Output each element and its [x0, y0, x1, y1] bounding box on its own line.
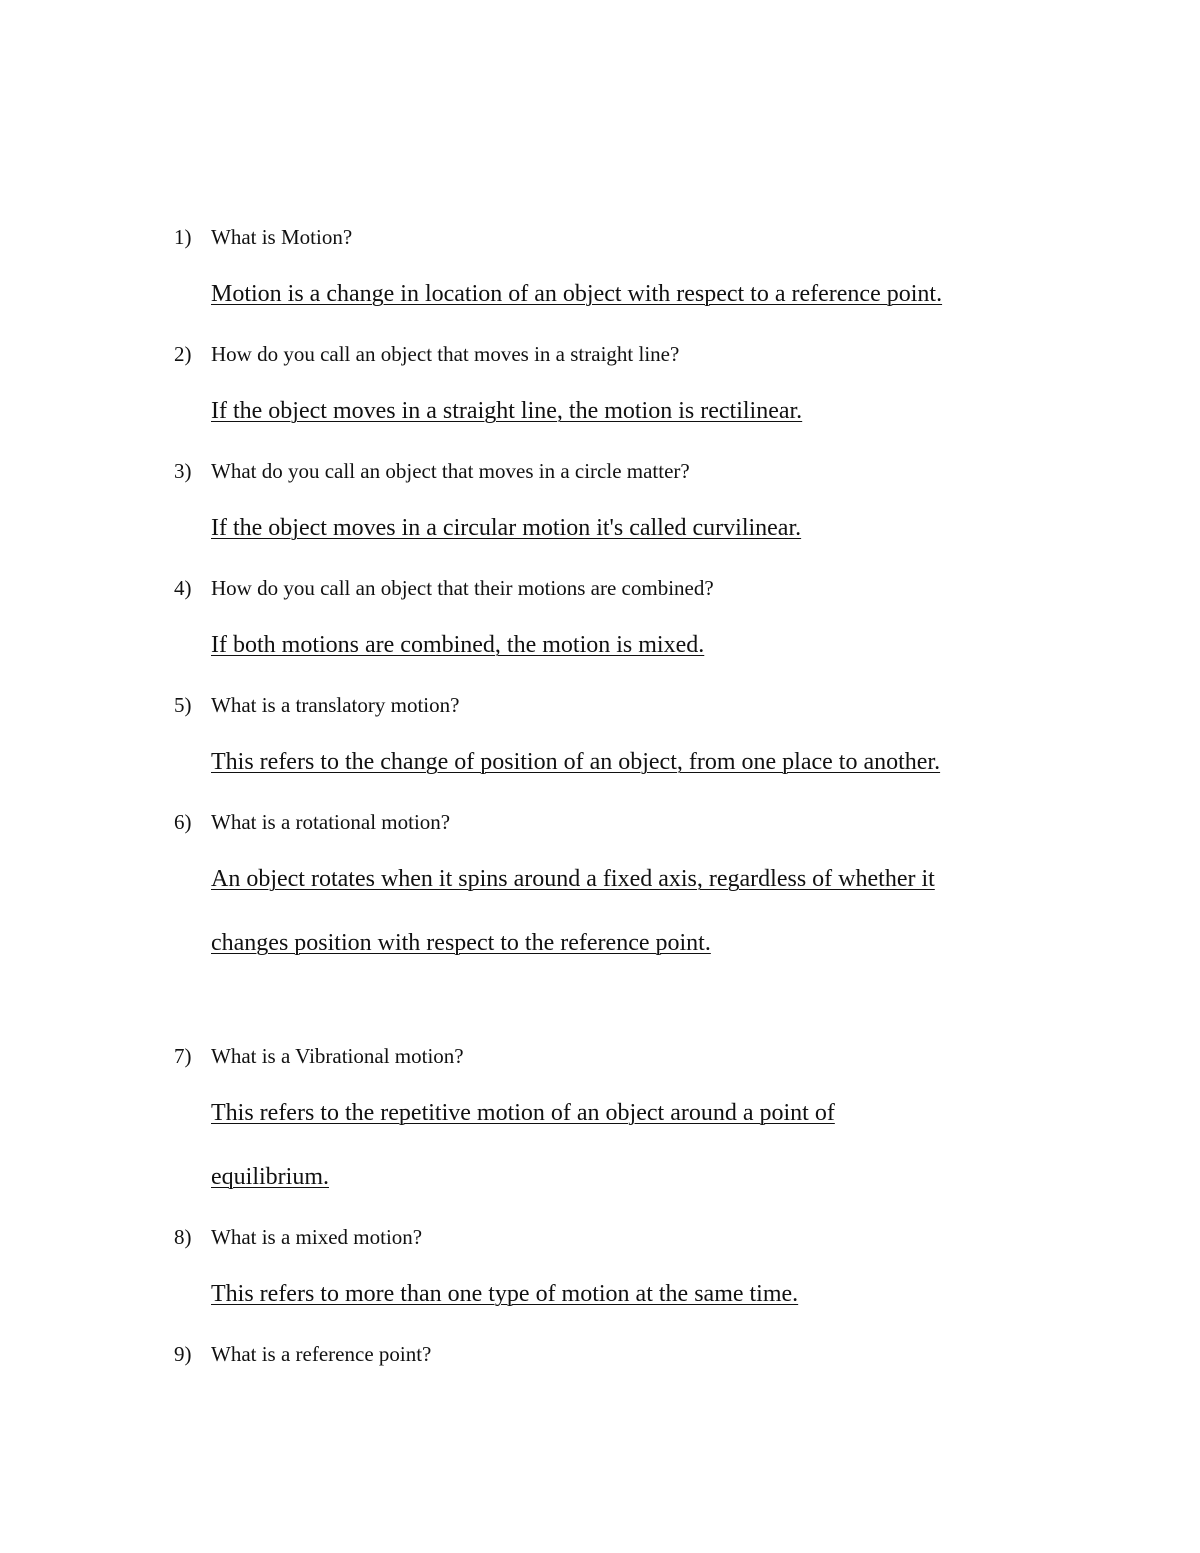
- question-line: [0, 456, 1200, 486]
- question-line: [0, 1041, 1200, 1071]
- question-text: What is Motion?: [211, 225, 353, 249]
- question-line: [0, 339, 1200, 369]
- question-number: 1): [174, 225, 192, 249]
- answer-line: If the object moves in a circular motion it's called curvilinear.: [211, 515, 802, 541]
- question-text: How do you call an object that their motions are combined?: [211, 576, 714, 600]
- answer-line: Motion is a change in location of an object with respect to a reference point.: [211, 281, 943, 307]
- answer-line: equilibrium.: [211, 1164, 329, 1190]
- question-text: How do you call an object that moves in a straight line?: [211, 342, 680, 366]
- answer-line: An object rotates when it spins around a fixed axis, regardless of whether it: [211, 866, 935, 892]
- question-text: What is a Vibrational motion?: [211, 1044, 464, 1068]
- question-number: 7): [174, 1044, 192, 1068]
- answer-line: changes position with respect to the reference point.: [211, 930, 711, 956]
- question-line: [0, 1222, 1200, 1252]
- answer-line: This refers to the change of position of an object, from one place to another.: [211, 749, 941, 775]
- answer-line: This refers to the repetitive motion of an object around a point of: [211, 1100, 835, 1126]
- question-number: 8): [174, 1225, 192, 1249]
- question-text: What is a translatory motion?: [211, 693, 460, 717]
- answer-line: If both motions are combined, the motion is mixed.: [211, 632, 705, 658]
- question-line: [0, 222, 1200, 252]
- question-line: [0, 807, 1200, 837]
- question-line: [0, 1339, 1200, 1369]
- question-number: 3): [174, 459, 192, 483]
- question-text: What do you call an object that moves in a circle matter?: [211, 459, 690, 483]
- question-number: 5): [174, 693, 192, 717]
- question-number: 2): [174, 342, 192, 366]
- question-number: 6): [174, 810, 192, 834]
- question-line: [0, 573, 1200, 603]
- question-number: 9): [174, 1342, 192, 1366]
- question-number: 4): [174, 576, 192, 600]
- question-text: What is a rotational motion?: [211, 810, 451, 834]
- answer-line: If the object moves in a straight line, the motion is rectilinear.: [211, 398, 803, 424]
- question-text: What is a reference point?: [211, 1342, 432, 1366]
- answer-line: This refers to more than one type of motion at the same time.: [211, 1281, 799, 1307]
- question-text: What is a mixed motion?: [211, 1225, 423, 1249]
- question-line: [0, 690, 1200, 720]
